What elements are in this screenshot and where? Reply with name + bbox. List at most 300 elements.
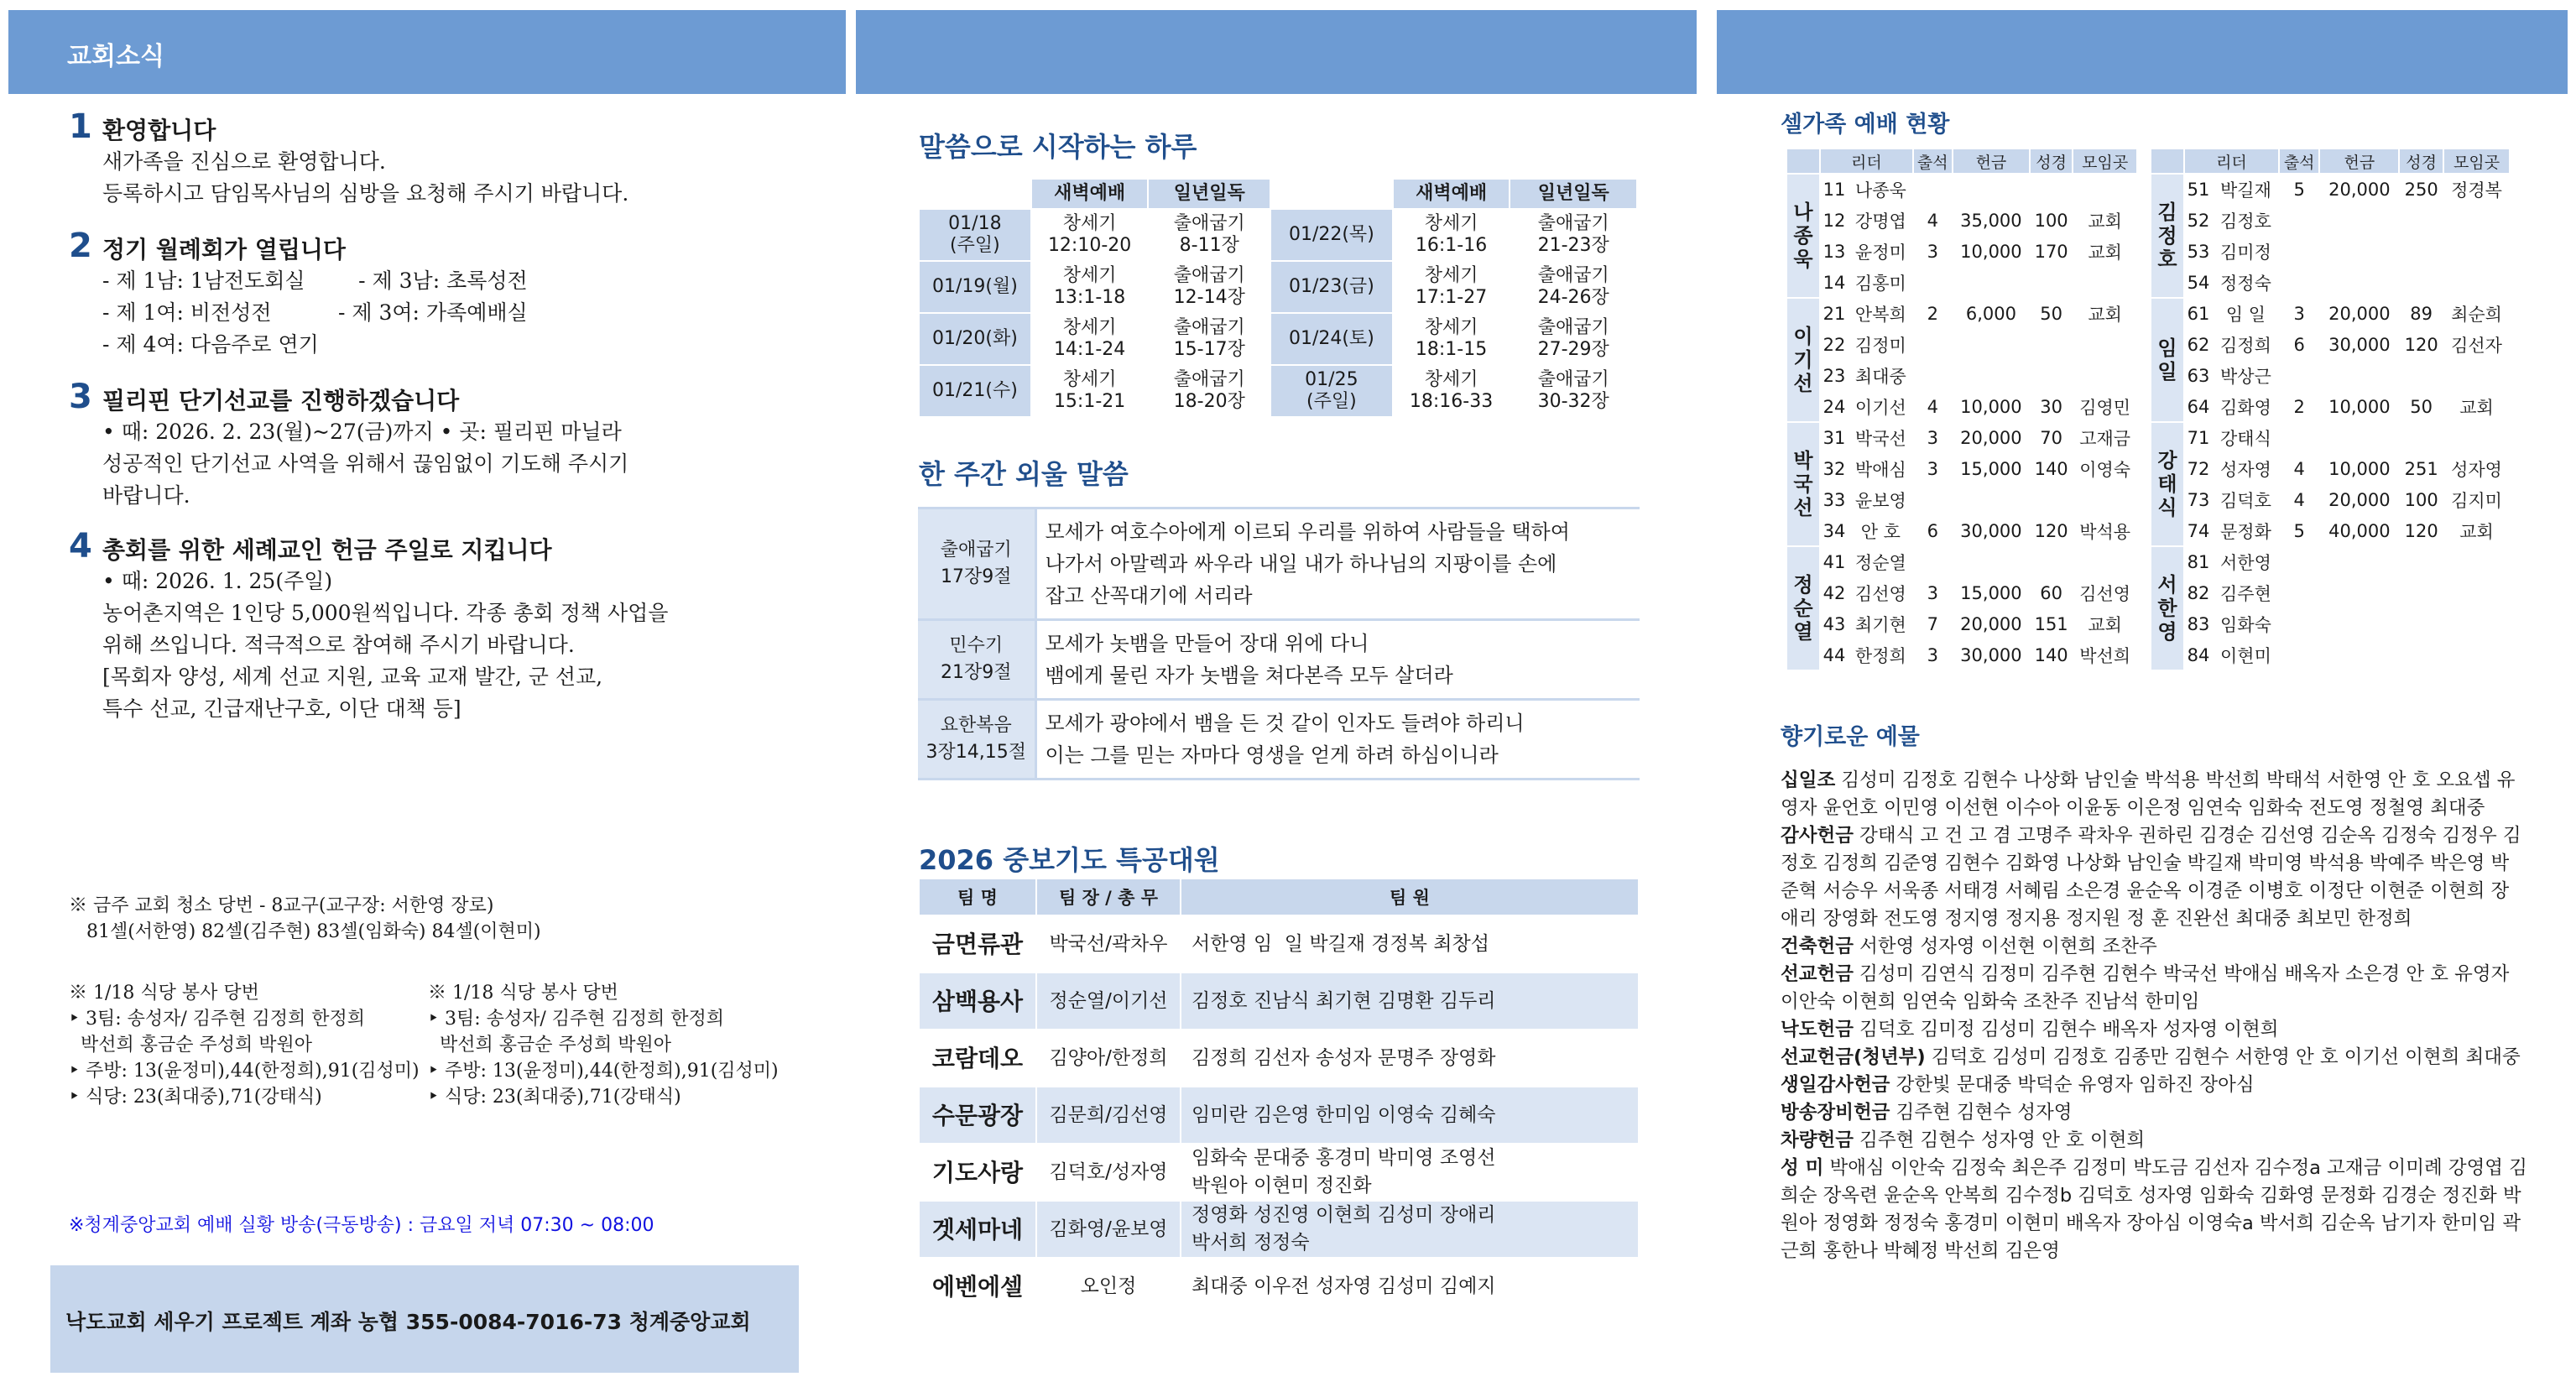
- cell-value: [2279, 546, 2320, 577]
- cell-value: 김덕호: [2213, 484, 2279, 515]
- cell-value: 안 호: [1849, 515, 1913, 546]
- team-leader: 김문희/김선영: [1036, 1087, 1181, 1144]
- cell-value: 교회: [2073, 236, 2137, 267]
- cell-row: [1786, 391, 2137, 422]
- cell-value: 15,000: [1953, 453, 2030, 484]
- cell-value: 4: [2279, 484, 2320, 515]
- cell-value: [1953, 267, 2030, 298]
- team-members: 김정희 김선자 송성자 문명주 장영화: [1181, 1030, 1639, 1087]
- cell-value: 13: [1820, 236, 1849, 267]
- cell-value: [2399, 546, 2443, 577]
- daily-cell: 01/23(금): [1270, 261, 1393, 313]
- cell-value: 최순희: [2443, 298, 2510, 329]
- cell-value: 최기현: [1849, 608, 1913, 639]
- cell-value: 50: [2399, 391, 2443, 422]
- daily-cell: 출애굽기 18-20장: [1148, 365, 1270, 417]
- daily-cell: 01/19(월): [919, 261, 1031, 313]
- cell-value: 44: [1820, 639, 1849, 670]
- cell-value: 나종욱: [1849, 174, 1913, 205]
- cell-value: 51: [2184, 174, 2213, 205]
- cell-value: [2443, 267, 2510, 298]
- cell-value: [2279, 422, 2320, 453]
- cell-value: [2443, 608, 2510, 639]
- cell-value: [2030, 360, 2073, 391]
- verse-reference: 출애굽기 17장9절: [918, 508, 1035, 620]
- cell-value: 23: [1820, 360, 1849, 391]
- cell-value: 100: [2030, 205, 2073, 236]
- cell-value: 42: [1820, 577, 1849, 608]
- team-name: 기도사랑: [919, 1144, 1036, 1201]
- cell-value: [2279, 639, 2320, 670]
- cell-value: [2030, 329, 2073, 360]
- cell-value: 20,000: [1953, 422, 2030, 453]
- verse-text: 모세가 여호수아에게 이르되 우리를 위하여 사람들을 택하여 나가서 아말렉과 싸우라 내일 내가 하나님의 지팡이를 손에 잡고 산꼭대기에 서리라: [1035, 508, 1640, 620]
- cell-row: [1786, 515, 2137, 546]
- cell-value: 61: [2184, 298, 2213, 329]
- team-members: 최대중 이우전 성자영 김성미 김예지: [1181, 1258, 1639, 1315]
- account-text: 낙도교회 세우기 프로젝트 계좌 농협 355-0084-7016-73 청계중앙교회: [65, 1310, 751, 1334]
- col-header: 헌금: [2319, 149, 2399, 174]
- cell-value: 21: [1820, 298, 1849, 329]
- cell-group-leader: 이 기 선: [1786, 298, 1820, 422]
- cell-value: 교회: [2073, 298, 2137, 329]
- cell-value: 김주현: [2213, 577, 2279, 608]
- cell-value: 11: [1820, 174, 1849, 205]
- broadcast-notice: ※청계중앙교회 예배 실황 방송(극동방송) : 금요일 저녁 07:30 ~ 08:00: [69, 1215, 654, 1236]
- team-leader: 오인정: [1036, 1258, 1181, 1315]
- offering-names: 서한영 성자영 이선현 이현희 조찬주: [1859, 936, 2157, 957]
- cell-value: [2073, 484, 2137, 515]
- offering-entry: [1781, 1016, 2527, 1044]
- prayer-team-table: [918, 878, 1640, 1316]
- cell-value: [2399, 577, 2443, 608]
- cell-value: [1913, 329, 1953, 360]
- cell-group-leader: 김 정 호: [2151, 174, 2184, 298]
- cell-row: [2151, 422, 2510, 453]
- cell-value: [1913, 360, 1953, 391]
- cell-value: 박석용: [2073, 515, 2137, 546]
- cell-row: [2151, 577, 2510, 608]
- cell-row: [1786, 360, 2137, 391]
- offering-entry: [1781, 1044, 2527, 1072]
- cell-value: 이현미: [2213, 639, 2279, 670]
- cell-value: 83: [2184, 608, 2213, 639]
- cell-value: [2279, 205, 2320, 236]
- cell-value: 81: [2184, 546, 2213, 577]
- offering-names: 강한빛 문대중 박덕순 유영자 임하진 장아심: [1895, 1074, 2255, 1096]
- cell-value: 71: [2184, 422, 2213, 453]
- cell-value: [2443, 360, 2510, 391]
- daily-cell: 출애굽기 21-23장: [1510, 209, 1637, 261]
- team-name: 겟세마네: [919, 1201, 1036, 1258]
- daily-cell: 창세기 17:1-27: [1393, 261, 1510, 313]
- cell-value: [2319, 608, 2399, 639]
- cell-row: [2151, 546, 2510, 577]
- cell-row: [1786, 174, 2137, 205]
- cell-value: 강태식: [2213, 422, 2279, 453]
- cell-value: 김화영: [2213, 391, 2279, 422]
- daily-cell: 창세기 16:1-16: [1393, 209, 1510, 261]
- offering-label: 십일조: [1781, 769, 1836, 791]
- cell-header-row: [1786, 149, 2137, 174]
- col-header: 출석: [1913, 149, 1953, 174]
- cell-value: 12: [1820, 205, 1849, 236]
- cell-row: [2151, 267, 2510, 298]
- news-title: 환영합니다: [102, 117, 216, 144]
- cell-value: 4: [1913, 205, 1953, 236]
- offering-names: 김성미 김연식 김정미 김주현 김현수 박국선 박애심 배옥자 소은경 안 호 유영자 이안숙 이현희 임연숙 임화숙 조찬주 진남석 한미임: [1781, 963, 2510, 1013]
- news-body: - 제 1남: 1남전도회실 - 제 3남: 초록성전 - 제 1여: 비전성전 - 제 3여: 가족예배실 - 제 4여: 다음주로 연기: [102, 269, 528, 357]
- cleaning-notice: ※ 금주 교회 청소 당번 - 8교구(교구장: 서한영 장로) 81셀(서한영) 82셀(김주현) 83셀(임화숙) 84셀(이현미): [69, 895, 541, 942]
- news-number: 3: [69, 378, 92, 416]
- cell-value: [2319, 205, 2399, 236]
- kitchen-duty-b: ※ 1/18 식당 봉사 당번 ‣ 3팀: 송성자/ 김주현 김정희 한정희 박선희 홍금순 주성희 박원아 ‣ 주방: 13(윤정미),44(한정희),91(김성미) ‣ 식당: 23(최대중),71(강태식): [428, 983, 779, 1108]
- cell-value: 박국선: [1849, 422, 1913, 453]
- cell-row: [1786, 298, 2137, 329]
- cell-row: [1786, 577, 2137, 608]
- col-header: 새벽예배: [1031, 179, 1149, 209]
- cell-value: 김선영: [2073, 577, 2137, 608]
- cell-value: [2399, 639, 2443, 670]
- cell-value: 24: [1820, 391, 1849, 422]
- cell-value: 7: [1913, 608, 1953, 639]
- cell-row: [1786, 639, 2137, 670]
- verse-text: 모세가 놋뱀을 만들어 장대 위에 다니 뱀에게 물린 자가 놋뱀을 쳐다본즉 모두 살더라: [1035, 620, 1640, 700]
- cell-group-leader: 나 종 욱: [1786, 174, 1820, 298]
- cell-value: 서한영: [2213, 546, 2279, 577]
- cell-value: 한정희: [1849, 639, 1913, 670]
- cell-value: [2279, 360, 2320, 391]
- cell-value: [2399, 608, 2443, 639]
- col-header: 모임곳: [2443, 149, 2510, 174]
- cell-row: [1786, 484, 2137, 515]
- cell-value: 63: [2184, 360, 2213, 391]
- cell-value: 60: [2030, 577, 2073, 608]
- prayer-row: [919, 1258, 1639, 1315]
- team-members: 임미란 김은영 한미임 이영숙 김혜숙: [1181, 1087, 1639, 1144]
- cell-value: 15,000: [1953, 577, 2030, 608]
- offering-label: 선교헌금(청년부): [1781, 1046, 1926, 1068]
- cell-value: [2279, 608, 2320, 639]
- prayer-row: [919, 1087, 1639, 1144]
- col-header: 팀 장 / 총 무: [1036, 879, 1181, 915]
- cell-value: 32: [1820, 453, 1849, 484]
- team-members: 임화숙 문대중 홍경미 박미영 조영선 박원아 이현미 정진화: [1181, 1144, 1639, 1201]
- offering-entry: [1781, 1127, 2527, 1155]
- cell-value: [2399, 236, 2443, 267]
- cell-value: [2443, 236, 2510, 267]
- cell-group-leader: 박 국 선: [1786, 422, 1820, 546]
- team-leader: 김화영/윤보영: [1036, 1201, 1181, 1258]
- team-name: 에벤에셀: [919, 1258, 1036, 1315]
- cell-group-leader: 정 순 열: [1786, 546, 1820, 670]
- cell-value: 82: [2184, 577, 2213, 608]
- cell-row: [2151, 453, 2510, 484]
- cell-value: 교회: [2443, 515, 2510, 546]
- col-header: 헌금: [1953, 149, 2030, 174]
- cell-row: [2151, 329, 2510, 360]
- cell-row: [2151, 484, 2510, 515]
- cell-value: [1913, 267, 1953, 298]
- header-bar-left: [8, 10, 846, 94]
- cell-row: [2151, 298, 2510, 329]
- cell-value: 250: [2399, 174, 2443, 205]
- cell-value: [1953, 484, 2030, 515]
- col-header: 출석: [2279, 149, 2320, 174]
- cell-row: [2151, 608, 2510, 639]
- cell-value: 5: [2279, 515, 2320, 546]
- cell-value: [2319, 546, 2399, 577]
- prayer-row: [919, 1144, 1639, 1201]
- daily-cell: 출애굽기 27-29장: [1510, 313, 1637, 365]
- cell-value: 40,000: [2319, 515, 2399, 546]
- cell-value: 2: [2279, 391, 2320, 422]
- cell-row: [1786, 608, 2137, 639]
- offering-label: 선교헌금: [1781, 963, 1854, 985]
- cell-value: [2073, 360, 2137, 391]
- cell-value: 62: [2184, 329, 2213, 360]
- cell-value: 14: [1820, 267, 1849, 298]
- offering-names: 김덕호 김미정 김성미 김현수 배옥자 성자영 이현희: [1859, 1019, 2279, 1040]
- cell-header-row: [2151, 149, 2510, 174]
- offering-entry: [1781, 1072, 2527, 1099]
- daily-cell: 01/22(목): [1270, 209, 1393, 261]
- col-header: 리더: [2184, 149, 2279, 174]
- cell-row: [2151, 639, 2510, 670]
- prayer-title: 2026 중보기도 특공대원: [919, 844, 1220, 876]
- cell-value: [2030, 267, 2073, 298]
- cell-value: 김홍미: [1849, 267, 1913, 298]
- cell-value: [2073, 174, 2137, 205]
- offering-entry: [1781, 933, 2527, 961]
- daily-cell: 01/25 (주일): [1270, 365, 1393, 417]
- cell-value: [2319, 577, 2399, 608]
- cell-value: 89: [2399, 298, 2443, 329]
- offering-label: 차량헌금: [1781, 1129, 1854, 1151]
- cell-value: 43: [1820, 608, 1849, 639]
- team-leader: 박국선/곽차우: [1036, 915, 1181, 972]
- cell-value: 170: [2030, 236, 2073, 267]
- account-box: [50, 1265, 799, 1373]
- cell-row: [2151, 205, 2510, 236]
- cell-value: 30,000: [1953, 515, 2030, 546]
- cell-value: 54: [2184, 267, 2213, 298]
- cell-value: 김선자: [2443, 329, 2510, 360]
- cell-value: 120: [2399, 515, 2443, 546]
- daily-cell: 창세기 12:10-20: [1031, 209, 1149, 261]
- cell-value: 30: [2030, 391, 2073, 422]
- cell-value: 6: [2279, 329, 2320, 360]
- cell-value: 6: [1913, 515, 1953, 546]
- memory-row: [918, 620, 1640, 700]
- cell-value: 20,000: [2319, 174, 2399, 205]
- cell-value: 30,000: [2319, 329, 2399, 360]
- cell-row: [2151, 515, 2510, 546]
- offering-entry: [1781, 1099, 2527, 1127]
- offering-entry: [1781, 822, 2527, 933]
- daily-cell: 01/21(수): [919, 365, 1031, 417]
- cell-row: [1786, 329, 2137, 360]
- cell-value: 윤정미: [1849, 236, 1913, 267]
- offering-label: 방송장비헌금: [1781, 1102, 1890, 1124]
- news-title: 정기 월례회가 열립니다: [102, 236, 346, 263]
- cell-value: 53: [2184, 236, 2213, 267]
- offering-label: 성 미: [1781, 1157, 1824, 1179]
- news-title: 필리핀 단기선교를 진행하겠습니다: [102, 387, 460, 415]
- cell-value: [1953, 546, 2030, 577]
- cell-value: 151: [2030, 608, 2073, 639]
- cell-row: [1786, 546, 2137, 577]
- cell-value: 20,000: [1953, 608, 2030, 639]
- daily-cell: 출애굽기 8-11장: [1148, 209, 1270, 261]
- cell-value: 52: [2184, 205, 2213, 236]
- col-header: 일년일독: [1148, 179, 1270, 209]
- news-number: 1: [69, 107, 92, 146]
- cell-value: 윤보영: [1849, 484, 1913, 515]
- offering-label: 생일감사헌금: [1781, 1074, 1890, 1096]
- cell-value: 3: [1913, 639, 1953, 670]
- cell-value: 100: [2399, 484, 2443, 515]
- col-header: 새벽예배: [1393, 179, 1510, 209]
- cell-value: [2030, 174, 2073, 205]
- offering-names: 김덕호 김성미 김정호 김종만 김현수 서한영 안 호 이기선 이현희 최대중: [1931, 1046, 2521, 1068]
- cell-value: 3: [1913, 422, 1953, 453]
- daily-cell: 창세기 13:1-18: [1031, 261, 1149, 313]
- cell-value: 박길재: [2213, 174, 2279, 205]
- daily-cell: 창세기 18:16-33: [1393, 365, 1510, 417]
- daily-cell: 01/18 (주일): [919, 209, 1031, 261]
- offering-label: 건축헌금: [1781, 936, 1854, 957]
- prayer-row: [919, 1201, 1639, 1258]
- offering-names: 김성미 김정호 김현수 나상화 남인술 박석용 박선희 박태석 서한영 안 호 오요셉 유영자 윤언호 이민영 이선현 이수아 이윤동 이은정 임연숙 임화숙 전도영 정철영 최대중: [1781, 769, 2516, 819]
- cell-value: 김영민: [2073, 391, 2137, 422]
- news-body: • 때: 2026. 2. 23(월)~27(금)까지 • 곳: 필리핀 마닐라 성공적인 단기선교 사역을 위해서 끊임없이 기도해 주시기 바랍니다.: [102, 420, 629, 508]
- cell-value: 안복희: [1849, 298, 1913, 329]
- memory-verse-table: [918, 507, 1640, 780]
- cell-value: 140: [2030, 639, 2073, 670]
- cell-value: 박애심: [1849, 453, 1913, 484]
- cell-value: [2443, 422, 2510, 453]
- team-name: 수문광장: [919, 1087, 1036, 1144]
- cell-value: 10,000: [2319, 391, 2399, 422]
- team-members: 정영화 성진영 이현희 김성미 장애리 박서희 정정숙: [1181, 1201, 1639, 1258]
- cell-value: 최대중: [1849, 360, 1913, 391]
- cell-value: 교회: [2443, 391, 2510, 422]
- team-name: 금면류관: [919, 915, 1036, 972]
- cell-value: [2279, 236, 2320, 267]
- cell-value: [2073, 329, 2137, 360]
- cell-value: [2073, 546, 2137, 577]
- col-header: 일년일독: [1510, 179, 1637, 209]
- cell-value: [2399, 205, 2443, 236]
- cell-value: 10,000: [2319, 453, 2399, 484]
- daily-title: 말씀으로 시작하는 하루: [919, 131, 1197, 163]
- cell-row: [2151, 236, 2510, 267]
- daily-row: [919, 313, 1637, 365]
- cell-value: 4: [1913, 391, 1953, 422]
- cell-value: [1953, 360, 2030, 391]
- cell-value: [2279, 577, 2320, 608]
- team-name: 삼백용사: [919, 972, 1036, 1030]
- daily-row: [919, 261, 1637, 313]
- cell-value: [2030, 546, 2073, 577]
- cell-value: 35,000: [1953, 205, 2030, 236]
- team-leader: 정순열/이기선: [1036, 972, 1181, 1030]
- offering-list: [1781, 767, 2527, 1265]
- memory-row: [918, 508, 1640, 620]
- header-bar-middle: [856, 10, 1697, 94]
- cell-value: [2443, 205, 2510, 236]
- offering-label: 감사헌금: [1781, 825, 1854, 847]
- daily-cell: 01/20(화): [919, 313, 1031, 365]
- cell-value: 임 일: [2213, 298, 2279, 329]
- verse-reference: 민수기 21장9절: [918, 620, 1035, 700]
- cell-value: 3: [1913, 236, 1953, 267]
- memory-title: 한 주간 외울 말씀: [919, 458, 1129, 490]
- cell-row: [1786, 453, 2137, 484]
- cell-value: 10,000: [1953, 236, 2030, 267]
- cell-value: 34: [1820, 515, 1849, 546]
- cell-value: 박선희: [2073, 639, 2137, 670]
- cell-value: 3: [1913, 577, 1953, 608]
- cell-value: [2399, 422, 2443, 453]
- daily-cell: 출애굽기 12-14장: [1148, 261, 1270, 313]
- cell-value: 정정숙: [2213, 267, 2279, 298]
- cell-value: 강명엽: [1849, 205, 1913, 236]
- prayer-row: [919, 915, 1639, 972]
- daily-row: [919, 209, 1637, 261]
- cell-value: 22: [1820, 329, 1849, 360]
- offering-entry: [1781, 961, 2527, 1016]
- cell-table-right: [2150, 148, 2511, 671]
- cell-value: [2399, 360, 2443, 391]
- cell-value: [2399, 267, 2443, 298]
- offering-names: 강태식 고 건 고 겸 고명주 곽차우 권하린 김경순 김선영 김순옥 김정숙 김정우 김정호 김정희 김준영 김현수 김화영 나상화 남인술 박길재 박미영 박석용 박예주 박은영 박준혁 서승우 서욱종 서태경 서혜림 소은경 윤순옥 이경준 이병호 이정단 이현준 이현희 장애리 장영화 전도영 정지영 정지용 정지원 정 훈 진완선 최대중 최보민 한정희: [1781, 825, 2521, 930]
- cell-row: [1786, 422, 2137, 453]
- cell-value: 김정희: [2213, 329, 2279, 360]
- daily-cell: 창세기 14:1-24: [1031, 313, 1149, 365]
- news-body: 새가족을 진심으로 환영합니다. 등록하시고 담임목사님의 심방을 요청해 주시기 바랍니다.: [102, 149, 629, 206]
- cell-value: 120: [2030, 515, 2073, 546]
- cell-value: 251: [2399, 453, 2443, 484]
- offering-names: 박애심 이안숙 김정숙 최은주 김정미 박도금 김선자 김수정a 고재금 이미례 강영엽 김희순 장옥련 윤순옥 안복희 김수정b 김덕호 성자영 임화숙 김화영 문정화 김경순 정진화 박원아 정영화 정정숙 홍경미 이현미 배옥자 장아심 이영숙a 박서희 김순옥 남기자 한미임 곽근희 홍한나 박혜정 박선희 김은영: [1781, 1157, 2527, 1262]
- cell-value: 교회: [2073, 608, 2137, 639]
- cell-table-left: [1786, 148, 2138, 671]
- cell-value: [2073, 267, 2137, 298]
- cell-value: [2319, 360, 2399, 391]
- team-leader: 김덕호/성자영: [1036, 1144, 1181, 1201]
- cell-value: 33: [1820, 484, 1849, 515]
- daily-cell: 01/24(토): [1270, 313, 1393, 365]
- offering-entry: [1781, 1155, 2527, 1265]
- cell-value: 이영숙: [2073, 453, 2137, 484]
- verse-reference: 요한복음 3장14,15절: [918, 700, 1035, 780]
- page-title: 교회소식: [67, 42, 164, 71]
- cell-title: 셀가족 예배 현황: [1781, 112, 1950, 138]
- news-number: 2: [69, 227, 92, 265]
- cell-row: [2151, 391, 2510, 422]
- cell-value: [1913, 484, 1953, 515]
- col-header: 모임곳: [2073, 149, 2137, 174]
- news-title: 총회를 위한 세례교인 헌금 주일로 지킵니다: [102, 536, 552, 564]
- cell-row: [2151, 360, 2510, 391]
- daily-cell: 출애굽기 24-26장: [1510, 261, 1637, 313]
- cell-value: 성자영: [2443, 453, 2510, 484]
- cell-value: 74: [2184, 515, 2213, 546]
- cell-value: [1913, 546, 1953, 577]
- offering-label: 낙도헌금: [1781, 1019, 1854, 1040]
- cell-value: 20,000: [2319, 484, 2399, 515]
